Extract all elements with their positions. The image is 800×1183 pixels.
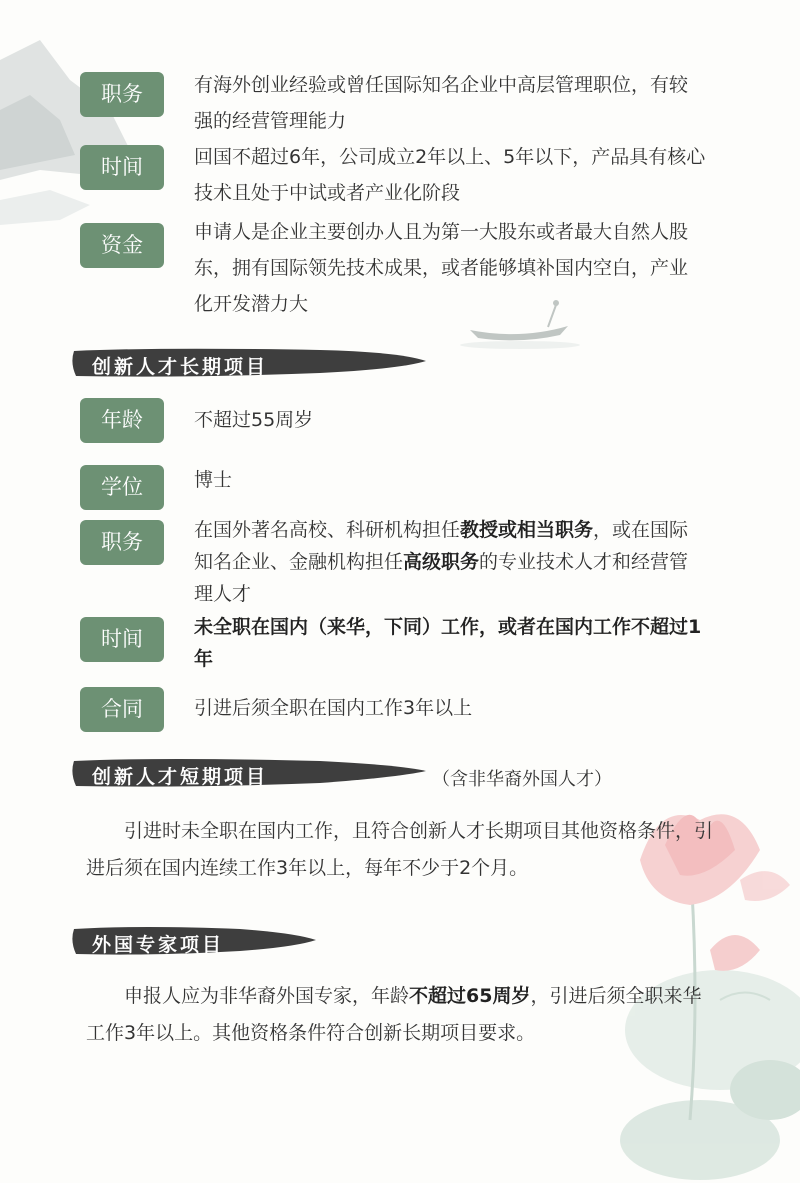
mountain-ink-illustration <box>0 40 130 225</box>
emphasis-text: 高级职务 <box>403 551 480 573</box>
criteria-tag: 合同 <box>80 687 164 732</box>
criteria-text: 回国不超过6年，公司成立2年以上、5年以下，产品具有核心技术且处于中试或者产业化阶段 <box>194 146 706 204</box>
section-title: 创新人才长期项目 <box>92 356 269 378</box>
criteria-tag: 时间 <box>80 145 164 190</box>
emphasis-text: 不超过65周岁 <box>409 985 531 1007</box>
criteria-text: 博士 <box>194 469 233 491</box>
criteria-tag: 年龄 <box>80 398 164 443</box>
section-banner <box>70 757 430 789</box>
section-title: 外国专家项目 <box>92 934 225 956</box>
criteria-tag: 资金 <box>80 223 164 268</box>
section-note: （含非华裔外国人才） <box>432 769 612 790</box>
criteria-text: 不超过55周岁 <box>194 409 314 431</box>
criteria-text: 有海外创业经验或曾任国际知名企业中高层管理职位，有较强的经营管理能力 <box>194 74 689 132</box>
section-banner <box>70 347 430 379</box>
criteria-tag: 时间 <box>80 617 164 662</box>
criteria-text: 引进后须全职在国内工作3年以上 <box>194 697 473 719</box>
section-title: 创新人才短期项目 <box>92 766 269 788</box>
criteria-text: 申请人是企业主要创办人且为第一大股东或者最大自然人股东，拥有国际领先技术成果，或者能够填补国内空白，产业化开发潜力大 <box>194 221 689 315</box>
criteria-tag: 学位 <box>80 465 164 510</box>
text-span: 申报人应为非华裔外国专家，年龄 <box>124 985 410 1007</box>
text-span: 的专业技术人才和经营管理人才 <box>194 551 689 605</box>
emphasis-text: 教授或相当职务 <box>460 519 594 541</box>
criteria-text <box>194 514 706 610</box>
section-paragraph <box>86 978 716 1052</box>
criteria-tag: 职务 <box>80 520 164 565</box>
text-span: ，或在国际知名企业、金融机构担任 <box>194 519 689 573</box>
section-paragraph: 引进时未全职在国内工作，且符合创新人才长期项目其他资格条件，引进后须在国内连续工作3年以上，每年不少于2个月。 <box>86 820 714 879</box>
text-span: ，引进后须全职来华工作3年以上。其他资格条件符合创新长期项目要求。 <box>86 985 702 1044</box>
section-banner <box>70 925 320 957</box>
criteria-text: 未全职在国内（来华，下同）工作，或者在国内工作不超过1年 <box>194 616 702 670</box>
criteria-tag: 职务 <box>80 72 164 117</box>
text-span: 在国外著名高校、科研机构担任 <box>194 519 461 541</box>
